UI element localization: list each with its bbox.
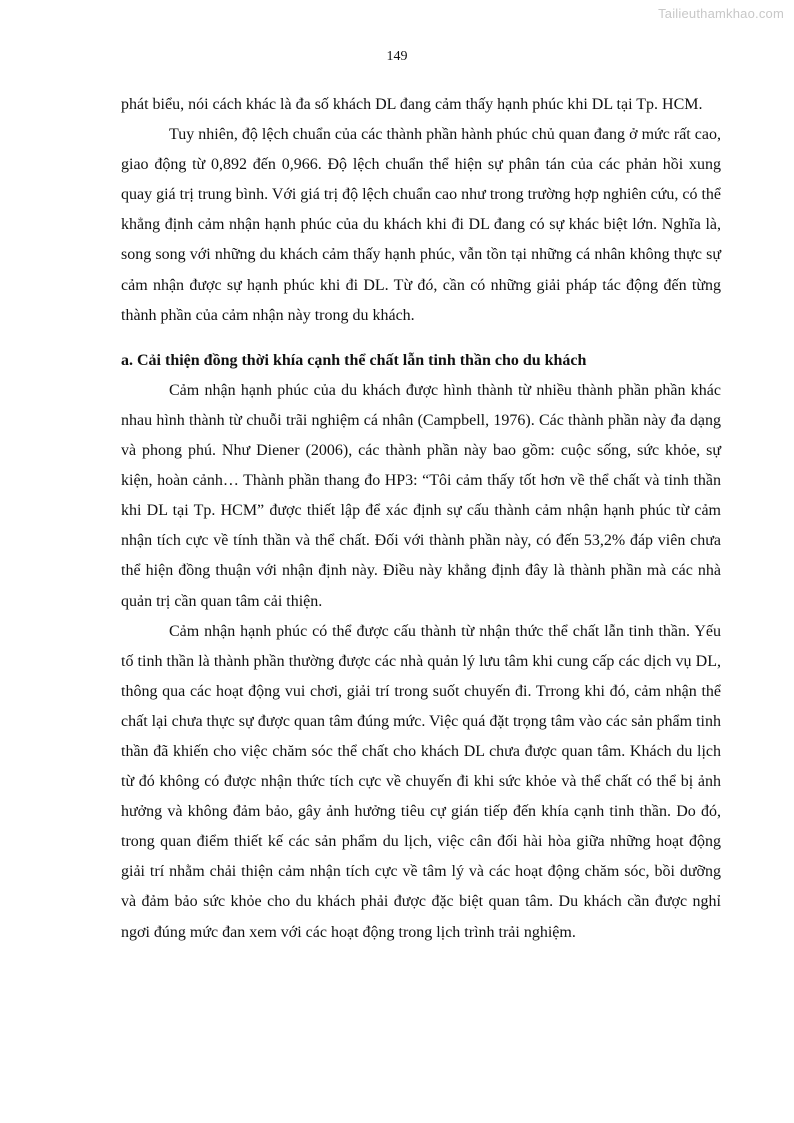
paragraph-continuation: phát biểu, nói cách khác là đa số khách DL đang cảm thấy hạnh phúc khi DL tại Tp. HCM. [121,96,703,113]
section-heading: a. Cải thiện đồng thời khía cạnh thể chất lẫn tinh thần cho du khách [121,351,587,369]
page-number: 149 [386,49,408,64]
document-body [121,90,721,948]
paragraph-happiness-components: Cảm nhận hạnh phúc của du khách được hình thành từ nhiều thành phần phần khác nhau hình thành từ chuỗi trãi nghiệm cá nhân (Campbell, 1976). Các thành phần này đa dạng và phong phú. Như Diener (2006), các thành phần này bao gồm: cuộc sống, sức khỏe, sự kiện, hoàn cảnh… Thành phần thang đo HP3: “Tôi cảm thấy tốt hơn về thể chất và tinh thần khi DL tại Tp. HCM” được thiết lập để xác định sự cấu thành cảm nhận hạnh phúc từ cảm nhận tích cực về tính thần và thể chất. Đối với thành phần này, có đến 53,2% đáp viên chưa thể hiện đồng thuận với nhận định này. Điều này khẳng định đây là thành phần mà các nhà quản trị cần quan tâm cải thiện. [121,381,721,610]
watermark: Tailieuthamkhao.com [658,6,784,21]
paragraph-physical-mental: Cảm nhận hạnh phúc có thể được cấu thành từ nhận thức thể chất lẫn tinh thần. Yếu tố tinh thần là thành phần thường được các nhà quản lý lưu tâm khi cung cấp các dịch vụ DL, thông qua các hoạt động vui chơi, giải trí trong suốt chuyến đi. Trrong khi đó, cảm nhận thể chất lại chưa thực sự được quan tâm đúng mức. Việc quá đặt trọng tâm vào các sản phẩm tinh thần đã khiến cho việc chăm sóc thể chất cho khách DL chưa được quan tâm. Khách du lịch từ đó không có được nhận thức tích cực về chuyến đi khi sức khỏe và thể chất có thể bị ảnh hưởng và không đảm bảo, gây ảnh hưởng tiêu cự gián tiếp đến khía cạnh tinh thần. Do đó, trong quan điểm thiết kế các sản phẩm du lịch, việc cân đối hài hòa giữa những hoạt động giải trí nhằm chải thiện cảm nhận tích cực về tâm lý và các hoạt động chăm sóc, bồi dưỡng và đảm bảo sức khỏe cho du khách phải được đặc biệt quan tâm. Du khách cần được nghỉ ngơi đúng mức đan xem với các hoạt động trong lịch trình trải nghiệm. [121,622,721,941]
paragraph-standard-deviation: Tuy nhiên, độ lệch chuẩn của các thành phần hành phúc chủ quan đang ở mức rất cao, giao động từ 0,892 đến 0,966. Độ lệch chuẩn thể hiện sự phân tán của các phản hồi xung quay giá trị trung bình. Với giá trị độ lệch chuẩn cao như trong trường hợp nghiên cứu, có thể khẳng định cảm nhận hạnh phúc của du khách khi đi DL đang có sự khác biệt lớn. Nghĩa là, song song với những du khách cảm thấy hạnh phúc, vẫn tồn tại những cá nhân không thực sự cảm nhận được sự hạnh phúc khi đi DL. Từ đó, cần có những giải pháp tác động đến từng thành phần của cảm nhận này trong du khách. [121,126,721,324]
